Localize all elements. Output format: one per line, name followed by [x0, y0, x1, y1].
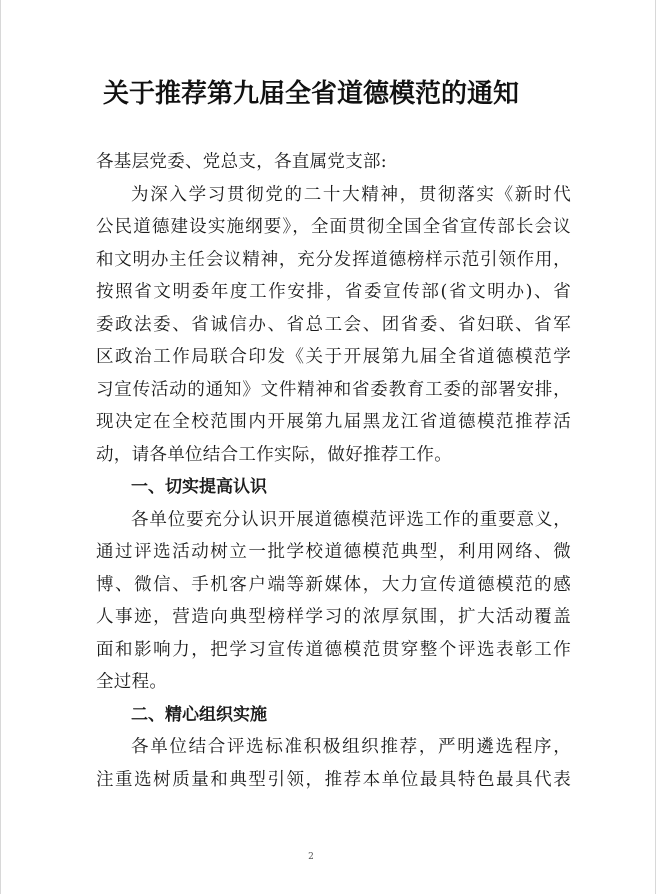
- paragraph-line: 委政法委、省诚信办、省总工会、团省委、省妇联、省军: [96, 314, 571, 335]
- paragraph-line: 为深入学习贯彻党的二十大精神，贯彻落实《新时代: [131, 184, 571, 205]
- paragraph-line: 各单位要充分认识开展道德模范评选工作的重要意义，: [131, 509, 571, 530]
- paragraph-line: 现决定在全校范围内开展第九届黑龙江省道德模范推荐活: [96, 412, 571, 432]
- paragraph-line: 全过程。: [96, 672, 168, 692]
- paragraph-line: 人事迹，营造向典型榜样学习的浓厚氛围，扩大活动覆盖: [96, 607, 571, 627]
- paragraph-line: 公民道德建设实施纲要》，全面贯彻全国全省宣传部长会议: [96, 217, 571, 237]
- paragraph-line: 习宣传活动的通知》文件精神和省委教育工委的部署安排，: [96, 379, 571, 400]
- paragraph-line: 面和影响力，把学习宣传道德模范贯穿整个评选表彰工作: [96, 639, 571, 660]
- paragraph-line: 按照省文明委年度工作安排，省委宣传部(省文明办)、省: [96, 282, 571, 302]
- paragraph-line: 通过评选活动树立一批学校道德模范典型，利用网络、微: [96, 542, 571, 562]
- section-heading: 二、精心组织实施: [131, 704, 267, 725]
- paragraph-line: 各单位结合评选标准积极组织推荐，严明遴选程序，: [131, 737, 571, 757]
- paragraph-line: 区政治工作局联合印发《关于开展第九届全省道德模范学: [96, 347, 571, 367]
- paragraph-line: 注重选树质量和典型引领，推荐本单位最具特色最具代表: [96, 769, 571, 790]
- paragraph-line: 博、微信、手机客户端等新媒体，大力宣传道德模范的感: [96, 574, 571, 595]
- document-body: [96, 146, 571, 796]
- salutation-line: 各基层党委、党总支，各直属党支部:: [96, 152, 387, 172]
- section-heading: 一、切实提高认识: [131, 477, 267, 497]
- paragraph-line: 动，请各单位结合工作实际，做好推荐工作。: [96, 444, 452, 465]
- document-title: 关于推荐第九届全省道德模范的通知: [102, 79, 519, 109]
- paragraph-line: 和文明办主任会议精神，充分发挥道德榜样示范引领作用，: [96, 249, 571, 270]
- page-number: 2: [308, 852, 314, 862]
